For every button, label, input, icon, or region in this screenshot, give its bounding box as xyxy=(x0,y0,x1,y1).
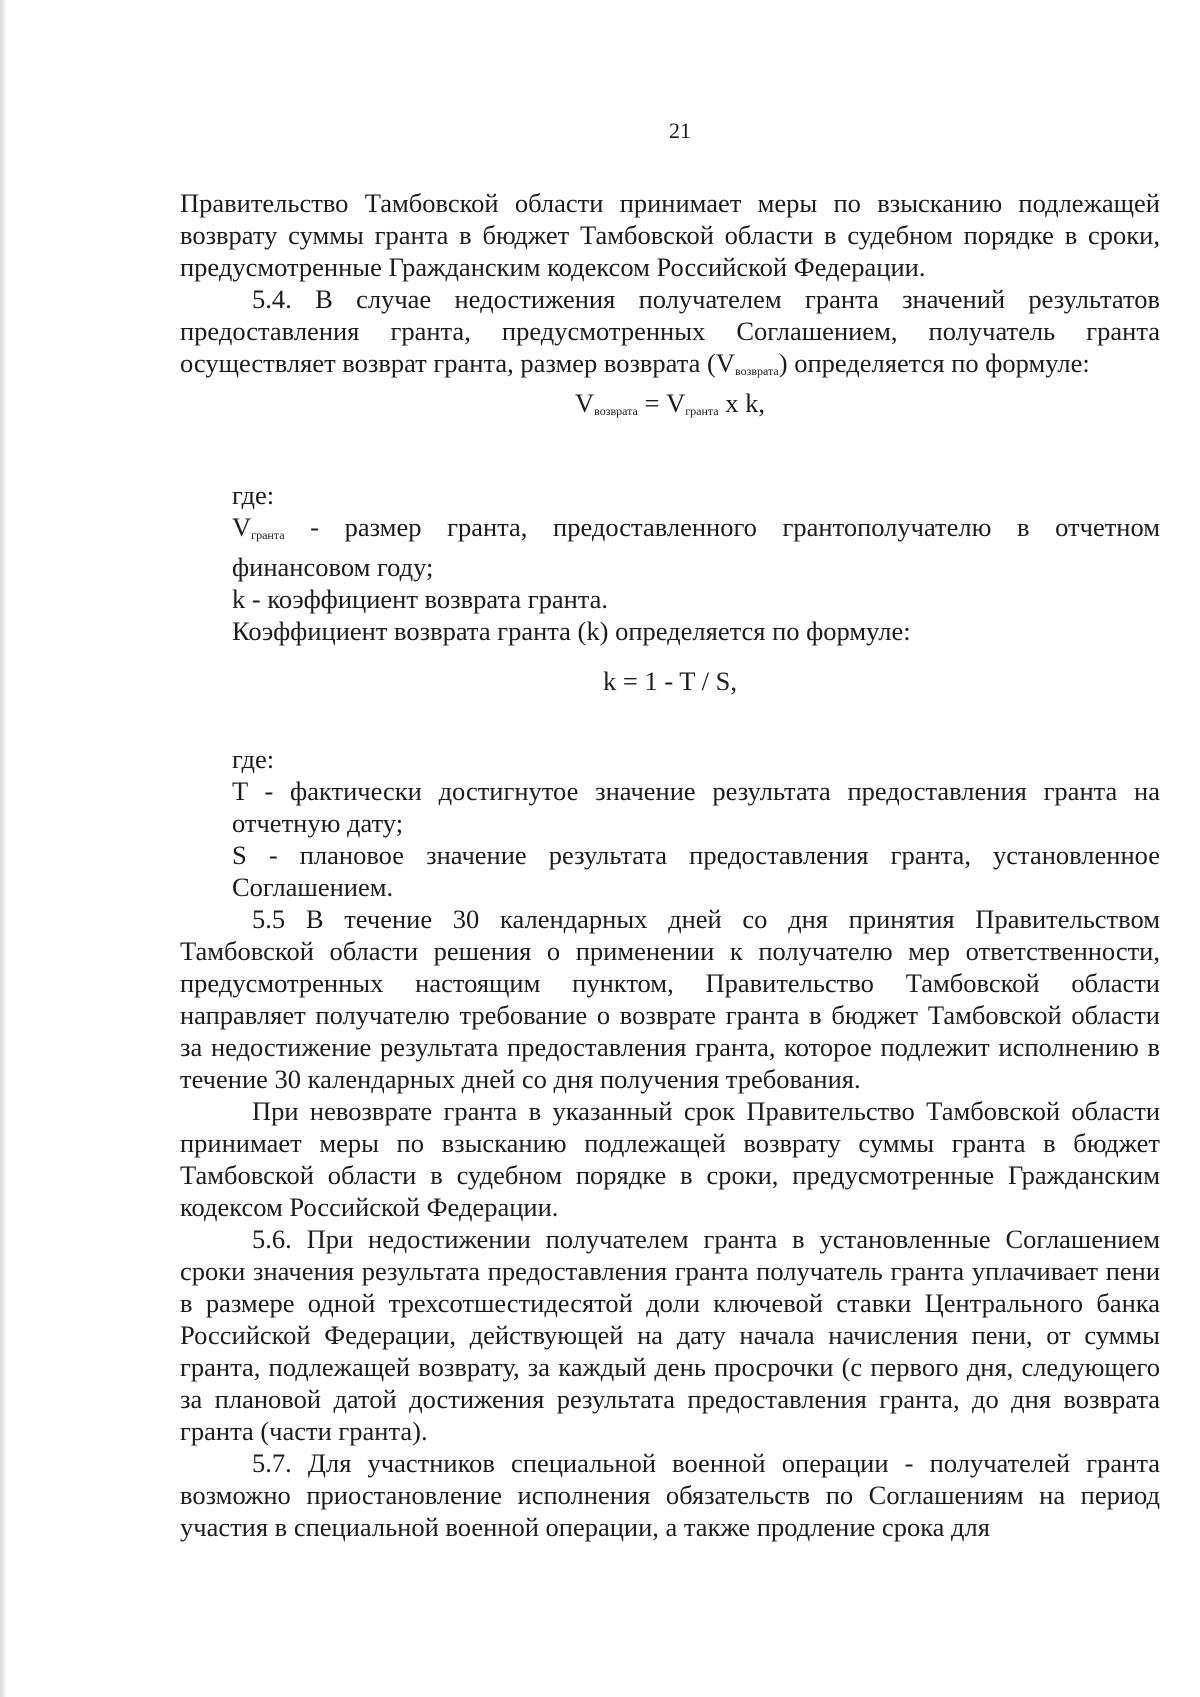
document-body xyxy=(180,187,1160,1543)
definition-text: - размер гранта, предоставленного грантополучателю в отчетном финансовом году; xyxy=(232,512,1160,582)
definition-k: k - коэффициент возврата гранта. xyxy=(232,584,609,614)
paragraph-continuation: Правительство Тамбовской области принимает меры по взысканию подлежащей возврату суммы гранта в бюджет Тамбовской области в судебном порядке в сроки, предусмотренные Гражданским кодексом Российской Федерации. xyxy=(180,188,1160,282)
formula-subscript: возврата xyxy=(594,404,638,418)
paragraph-5-4 xyxy=(180,283,1160,387)
formula-symbol: = V xyxy=(637,388,686,418)
where-label: где: xyxy=(232,744,275,774)
paragraph-non-return: При невозврате гранта в указанный срок Правительство Тамбовской области принимает меры по взысканию подлежащей возврату суммы гранта в бюджет Тамбовской области в судебном порядке в сроки, предусмотренные Гражданским кодексом Российской Федерации. xyxy=(180,1096,1160,1222)
k-formula-intro: Коэффициент возврата гранта (k) определяется по формуле: xyxy=(232,616,911,646)
paragraph-5-4-tail: ) определяется по формуле: xyxy=(778,348,1090,378)
where-label: где: xyxy=(232,480,275,510)
formula-subscript: гранта xyxy=(685,404,719,418)
page-number: 21 xyxy=(669,118,691,143)
paragraph-5-4-text: 5.4. В случае недостижения получателем гранта значений результатов предоставления гранта, предусмотренных Соглашением, получатель гранта осуществляет возврат гранта, размер возврата (V xyxy=(180,284,1160,378)
paragraph-5-6: 5.6. При недостижении получателем гранта в установленные Соглашением сроки значения результата предоставления гранта получатель гранта уплачивает пени в размере одной трехсотшестидесятой доли ключевой ставки Центрального банка Российской Федерации, действующей на дату начала начисления пени, от суммы гранта, подлежащей возврату, за каждый день просрочки (с первого дня, следующего за плановой датой достижения результата предоставления гранта, до дня возврата гранта (части гранта). xyxy=(180,1224,1160,1446)
definition-v-grant xyxy=(180,511,1160,583)
paragraph-5-5: 5.5 В течение 30 календарных дней со дня принятия Правительством Тамбовской области решения о применении к получателю мер ответственности, предусмотренных настоящим пунктом, Правительство Тамбовской области направляет получателю требование о возврате гранта в бюджет Тамбовской области за недостижение результата предоставления гранта, которое подлежит исполнению в течение 30 календарных дней со дня получения требования. xyxy=(180,904,1160,1094)
formula-return-coefficient: k = 1 - T / S, xyxy=(603,666,737,696)
definition-t: T - фактически достигнутое значение результата предоставления гранта на отчетную дату; xyxy=(232,776,1160,838)
definition-subscript: гранта xyxy=(251,528,285,542)
definition-symbol: V xyxy=(232,512,252,542)
paragraph-5-7: 5.7. Для участников специальной военной операции - получателей гранта возможно приостановление исполнения обязательств по Соглашениям на период участия в специальной военной операции, а также продление срока для xyxy=(180,1448,1160,1542)
formula-symbol: V xyxy=(575,388,595,418)
formula-return-amount xyxy=(180,387,1160,479)
scan-edge xyxy=(0,0,7,1697)
paragraph-5-4-subscript: возврата xyxy=(735,364,779,378)
formula-tail: x k, xyxy=(718,388,765,418)
definition-s: S - плановое значение результата предоставления гранта, установленное Соглашением. xyxy=(232,840,1160,902)
